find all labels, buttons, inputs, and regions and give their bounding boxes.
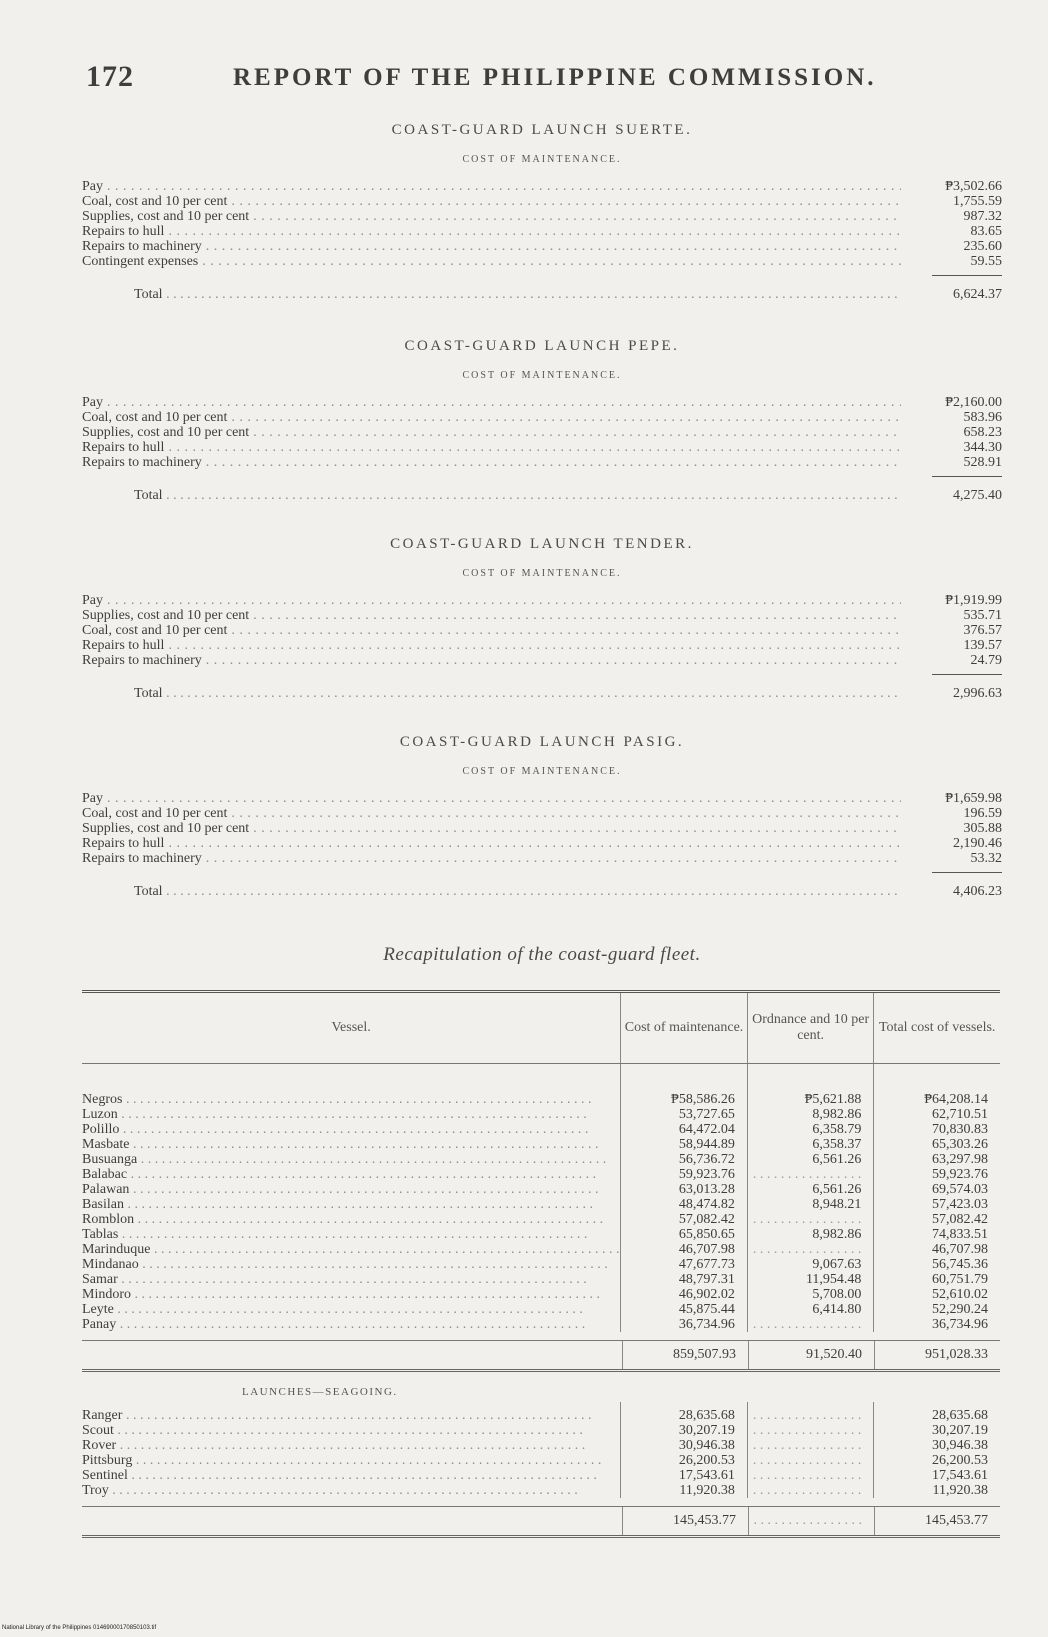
header-vessel: Vessel. [331, 1020, 371, 1035]
ordnance-cell [748, 1483, 874, 1498]
total-amount: 4,275.40 [953, 488, 1002, 503]
ordnance-cell [748, 1438, 874, 1453]
vessel-total-column [873, 1064, 1000, 1332]
total-cell: ₱64,208.14 [924, 1092, 989, 1107]
cost-row [82, 623, 1002, 638]
ordnance-cell [748, 1167, 874, 1182]
cost-cell: 47,677.73 [678, 1257, 735, 1272]
running-title: REPORT OF THE PHILIPPINE COMMISSION. [233, 64, 877, 91]
ordnance-cell: 5,708.00 [812, 1287, 862, 1302]
cost-label: Supplies, cost and 10 per cent . . . [82, 821, 901, 836]
total-cell: 28,635.68 [932, 1408, 989, 1423]
cost-label: Coal, cost and 10 per cent . . . [82, 410, 901, 425]
cost-label: Coal, cost and 10 per cent . . . [82, 194, 901, 209]
cost-cell: 30,207.19 [678, 1423, 735, 1438]
ordnance-cell [748, 1408, 874, 1423]
cost-label: Repairs to hull . . . [82, 836, 901, 851]
cost-amount: 235.60 [963, 239, 1002, 254]
cost-cell: 63,013.28 [678, 1182, 735, 1197]
total-cell: 70,830.83 [932, 1122, 989, 1137]
total-cell: 57,423.03 [932, 1197, 989, 1212]
page-number: 172 [86, 60, 134, 93]
cost-label: Contingent expenses . . . [82, 254, 901, 269]
table-bottom-rule [82, 1535, 1000, 1538]
vessel-name: Troy . . . [82, 1483, 620, 1498]
vessel-name: Negros . . . [82, 1092, 620, 1107]
vessel-rows [82, 1064, 1000, 1332]
vessel-name: Ranger . . . [82, 1408, 620, 1423]
cost-amount: 53.32 [970, 851, 1002, 866]
vessel-name: Tablas . . . [82, 1227, 620, 1242]
cost-label: Pay . . . [82, 593, 901, 608]
total-label: Total . . . [82, 883, 901, 901]
cost-cell: 46,902.02 [678, 1287, 735, 1302]
cost-cell: 58,944.89 [678, 1137, 735, 1152]
section-tender [82, 536, 1002, 703]
ordnance-cell [748, 1242, 874, 1257]
vessel-name: Palawan . . . [82, 1182, 620, 1197]
cost-cell: 59,923.76 [678, 1167, 735, 1182]
total-cell: 62,710.51 [932, 1107, 989, 1122]
total-label: Total . . . [82, 685, 901, 703]
vessels-total-total: 951,028.33 [874, 1341, 1000, 1369]
total-rule [932, 275, 1002, 276]
cost-row [82, 806, 1002, 821]
launches-heading: LAUNCHES—SEAGOING. [242, 1386, 398, 1398]
section-subtitle: COST OF MAINTENANCE. [462, 370, 622, 381]
vessel-name: Mindoro . . . [82, 1287, 620, 1302]
launches-total-row [82, 1507, 1000, 1535]
cost-amount: 83.65 [970, 224, 1002, 239]
section-subtitle: COST OF MAINTENANCE. [462, 766, 622, 777]
cost-label: Repairs to machinery . . . [82, 455, 901, 470]
total-label: Total . . . [82, 286, 901, 304]
cost-label: Coal, cost and 10 per cent . . . [82, 806, 901, 821]
cost-row [82, 653, 1002, 668]
scan-credit: National Library of the Philippines 01469000170850103.tif [2, 1625, 157, 1631]
recap-table [82, 990, 1000, 1538]
cost-row [82, 209, 1002, 224]
total-cell: 52,610.02 [932, 1287, 989, 1302]
cost-cell: 36,734.96 [678, 1317, 735, 1332]
ordnance-cell [748, 1453, 874, 1468]
cost-cell: 48,474.82 [678, 1197, 735, 1212]
cost-row [82, 224, 1002, 239]
section-title: COAST-GUARD LAUNCH PASIG. [399, 734, 685, 750]
total-label: Total . . . [82, 487, 901, 505]
section-title: COAST-GUARD LAUNCH PEPE. [404, 338, 680, 354]
cost-cell: 30,946.38 [678, 1438, 735, 1453]
cost-label: Supplies, cost and 10 per cent . . . [82, 209, 901, 224]
cost-label: Pay . . . [82, 179, 901, 194]
cost-row [82, 179, 1002, 194]
vessel-name: Polillo . . . [82, 1122, 620, 1137]
cost-cell: 57,082.42 [678, 1212, 735, 1227]
total-cell: 56,745.36 [932, 1257, 989, 1272]
ordnance-cell: 6,414.80 [812, 1302, 862, 1317]
vessel-name: Scout . . . [82, 1423, 620, 1438]
total-cell: 59,923.76 [932, 1167, 989, 1182]
ordnance-cell: 8,982.86 [812, 1107, 862, 1122]
launches-total-total: 145,453.77 [874, 1507, 1000, 1535]
ordnance-cell [748, 1212, 874, 1227]
section-subtitle: COST OF MAINTENANCE. [462, 568, 622, 579]
launch-rows [82, 1402, 1000, 1498]
cost-row [82, 791, 1002, 806]
total-amount: 4,406.23 [953, 884, 1002, 899]
ordnance-cell: 11,954.48 [805, 1272, 862, 1287]
launch-ordnance-column [747, 1402, 874, 1498]
cost-cell: 53,727.65 [678, 1107, 735, 1122]
vessels-total-cost: 859,507.93 [622, 1341, 748, 1369]
ordnance-cell: 6,358.37 [812, 1137, 862, 1152]
total-cell: 63,297.98 [932, 1152, 989, 1167]
total-row [82, 286, 1002, 304]
cost-amount: 535.71 [963, 608, 1002, 623]
vessel-cost-column [620, 1064, 747, 1332]
cost-amount: 658.23 [963, 425, 1002, 440]
launch-name-column [82, 1402, 620, 1498]
ordnance-cell [748, 1468, 874, 1483]
ordnance-cell [748, 1423, 874, 1438]
vessel-name: Leyte . . . [82, 1302, 620, 1317]
vessels-total-row [82, 1341, 1000, 1369]
header-cost: Cost of maintenance. [620, 993, 747, 1063]
total-cell: 65,303.26 [932, 1137, 989, 1152]
cost-cell: 28,635.68 [678, 1408, 735, 1423]
cost-amount: ₱1,659.98 [945, 791, 1002, 806]
cost-cell: 46,707.98 [678, 1242, 735, 1257]
cost-label: Supplies, cost and 10 per cent . . . [82, 608, 901, 623]
recap-caption: Recapitulation of the coast-guard fleet. [383, 944, 701, 965]
vessel-name: Sentinel . . . [82, 1468, 620, 1483]
cost-row [82, 608, 1002, 623]
total-cell: 30,207.19 [932, 1423, 989, 1438]
vessel-name: Panay . . . [82, 1317, 620, 1332]
ordnance-cell: 6,561.26 [812, 1152, 862, 1167]
cost-row [82, 410, 1002, 425]
cost-amount: 376.57 [963, 623, 1002, 638]
page-header [78, 60, 998, 100]
total-cell: 26,200.53 [932, 1453, 989, 1468]
vessel-name: Pittsburg . . . [82, 1453, 620, 1468]
cost-label: Repairs to hull . . . [82, 224, 901, 239]
cost-amount: 987.32 [963, 209, 1002, 224]
section-pasig [82, 734, 1002, 901]
total-cell: 11,920.38 [932, 1483, 989, 1498]
cost-row [82, 239, 1002, 254]
cost-label: Repairs to machinery . . . [82, 653, 901, 668]
ordnance-cell: ₱5,621.88 [804, 1092, 862, 1107]
cost-amount: ₱3,502.66 [945, 179, 1002, 194]
total-cell: 46,707.98 [932, 1242, 989, 1257]
cost-row [82, 821, 1002, 836]
vessel-name: Masbate . . . [82, 1137, 620, 1152]
header-total: Total cost of vessels. [873, 993, 1000, 1063]
cost-cell: ₱58,586.26 [671, 1092, 735, 1107]
cost-cell: 48,797.31 [678, 1272, 735, 1287]
ordnance-cell: 8,982.86 [812, 1227, 862, 1242]
cost-amount: 528.91 [963, 455, 1002, 470]
cost-cell: 65,850.65 [678, 1227, 735, 1242]
cost-amount: ₱1,919.99 [945, 593, 1002, 608]
total-cell: 57,082.42 [932, 1212, 989, 1227]
cost-amount: 2,190.46 [953, 836, 1002, 851]
cost-row [82, 194, 1002, 209]
launches-total-cost: 145,453.77 [622, 1507, 748, 1535]
cost-row [82, 638, 1002, 653]
total-cell: 52,290.24 [932, 1302, 989, 1317]
vessels-total-ordnance: 91,520.40 [748, 1341, 874, 1369]
section-pepe [82, 338, 1002, 505]
section-title: COAST-GUARD LAUNCH TENDER. [390, 536, 694, 552]
cost-row [82, 395, 1002, 410]
cost-label: Repairs to machinery . . . [82, 851, 901, 866]
total-rule [932, 476, 1002, 477]
total-cell: 30,946.38 [932, 1438, 989, 1453]
total-amount: 2,996.63 [953, 686, 1002, 701]
total-amount: 6,624.37 [953, 287, 1002, 302]
cost-label: Pay . . . [82, 791, 901, 806]
ordnance-cell: 8,948.21 [812, 1197, 862, 1212]
cost-label: Supplies, cost and 10 per cent . . . [82, 425, 901, 440]
total-cell: 17,543.61 [932, 1468, 989, 1483]
vessel-name: Busuanga . . . [82, 1152, 620, 1167]
vessel-name: Marinduque . . . [82, 1242, 620, 1257]
total-cell: 69,574.03 [932, 1182, 989, 1197]
section-title: COAST-GUARD LAUNCH SUERTE. [391, 122, 693, 138]
cost-cell: 56,736.72 [678, 1152, 735, 1167]
total-rule [932, 674, 1002, 675]
vessel-name: Luzon . . . [82, 1107, 620, 1122]
launch-cost-column [620, 1402, 747, 1498]
total-rule [932, 872, 1002, 873]
cost-cell: 64,472.04 [678, 1122, 735, 1137]
cost-amount: ₱2,160.00 [945, 395, 1002, 410]
cost-row [82, 836, 1002, 851]
cost-row [82, 425, 1002, 440]
cost-amount: 305.88 [963, 821, 1002, 836]
cost-cell: 26,200.53 [678, 1453, 735, 1468]
vessel-name: Balabac . . . [82, 1167, 620, 1182]
cost-amount: 196.59 [963, 806, 1002, 821]
vessel-name: Samar . . . [82, 1272, 620, 1287]
cost-row [82, 455, 1002, 470]
cost-amount: 139.57 [963, 638, 1002, 653]
ordnance-cell: 9,067.63 [812, 1257, 862, 1272]
cost-cell: 11,920.38 [679, 1483, 735, 1498]
vessel-name: Romblon . . . [82, 1212, 620, 1227]
launch-total-column [873, 1402, 1000, 1498]
ordnance-cell [748, 1317, 874, 1332]
total-row [82, 487, 1002, 505]
cost-amount: 24.79 [970, 653, 1002, 668]
cost-amount: 59.55 [970, 254, 1002, 269]
cost-amount: 1,755.59 [953, 194, 1002, 209]
cost-amount: 583.96 [963, 410, 1002, 425]
header-ordnance: Ordnance and 10 per cent. [747, 993, 874, 1063]
cost-row [82, 851, 1002, 866]
total-row [82, 685, 1002, 703]
total-cell: 74,833.51 [932, 1227, 989, 1242]
launches-total-ordnance [748, 1507, 874, 1535]
cost-cell: 45,875.44 [678, 1302, 735, 1317]
cost-row [82, 254, 1002, 269]
cost-label: Repairs to hull . . . [82, 440, 901, 455]
section-double-rule [82, 1369, 1000, 1372]
cost-label: Repairs to hull . . . [82, 638, 901, 653]
table-header [82, 993, 1000, 1064]
vessel-name-column [82, 1064, 620, 1332]
cost-amount: 344.30 [963, 440, 1002, 455]
total-cell: 60,751.79 [932, 1272, 989, 1287]
ordnance-cell: 6,358.79 [812, 1122, 862, 1137]
cost-label: Repairs to machinery . . . [82, 239, 901, 254]
vessel-ordnance-column [747, 1064, 874, 1332]
total-cell: 36,734.96 [932, 1317, 989, 1332]
section-suerte [82, 122, 1002, 304]
vessel-name: Rover . . . [82, 1438, 620, 1453]
ordnance-cell: 6,561.26 [812, 1182, 862, 1197]
section-subtitle: COST OF MAINTENANCE. [462, 154, 622, 165]
cost-row [82, 593, 1002, 608]
vessel-name: Mindanao . . . [82, 1257, 620, 1272]
cost-cell: 17,543.61 [678, 1468, 735, 1483]
cost-label: Coal, cost and 10 per cent . . . [82, 623, 901, 638]
total-row [82, 883, 1002, 901]
cost-row [82, 440, 1002, 455]
vessel-name: Basilan . . . [82, 1197, 620, 1212]
cost-label: Pay . . . [82, 395, 901, 410]
